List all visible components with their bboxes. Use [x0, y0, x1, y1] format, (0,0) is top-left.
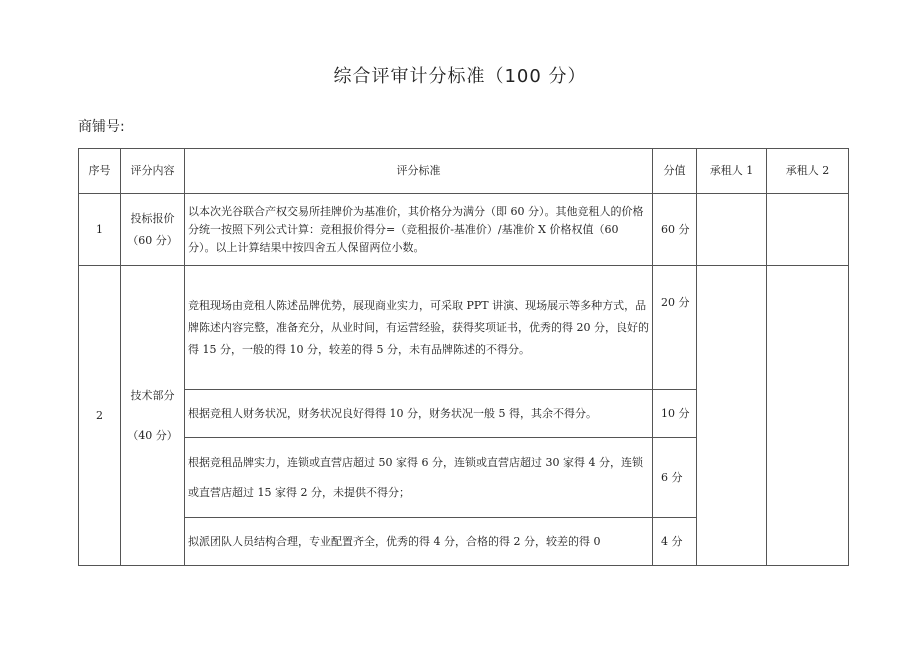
table-row: [79, 194, 849, 266]
row1-score: 60 分: [653, 194, 697, 266]
table-row: [79, 266, 849, 390]
header-content: 评分内容: [121, 149, 185, 194]
row1-criteria: 以本次光谷联合产权交易所挂牌价为基准价，其价格分为满分（即 60 分）。其他竞租人的价格分统一按照下列公式计算：竞租报价得分=（竞租报价-基准价）/基准价 X 价格权值（60 分）。以上计算结果中按四舍五人保留两位小数。: [185, 194, 653, 266]
header-seq: 序号: [79, 149, 121, 194]
row2-sub1-score: 20 分: [653, 266, 697, 390]
document-title: 综合评审计分标准（100 分）: [333, 66, 587, 87]
row2-bidder-1-cell[interactable]: [697, 266, 767, 566]
row2-content-title: 技术部分: [130, 388, 175, 402]
row2-sub1-criteria: 竞租现场由竞租人陈述品牌优势，展现商业实力，可采取 PPT 讲演、现场展示等多种方式，品牌陈述内容完整，准备充分，从业时间，有运营经验，获得奖项证书，优秀的得 20 分，良好的得 15 分，一般的得 10 分，较差的得 5 分，未有品牌陈述的不得分。: [185, 266, 653, 390]
row2-sub4-criteria: 拟派团队人员结构合理，专业配置齐全，优秀的得 4 分，合格的得 2 分，较差的得 0: [185, 518, 653, 566]
row1-content-points: （60 分）: [127, 233, 178, 247]
row2-seq: 2: [79, 266, 121, 566]
row2-content-points: （40 分）: [127, 428, 178, 442]
row2-sub3-score: 6 分: [653, 438, 697, 518]
row2-bidder-2-cell[interactable]: [767, 266, 849, 566]
header-bidder-1: 承租人 1: [697, 149, 767, 194]
row2-sub3-criteria: 根据竞租品牌实力，连锁或直营店超过 50 家得 6 分，连锁或直营店超过 30 家得 4 分，连锁或直营店超过 15 家得 2 分，未提供不得分；: [185, 438, 653, 518]
scoring-table: [78, 148, 849, 566]
row2-content: [121, 266, 185, 566]
row2-sub2-score: 10 分: [653, 390, 697, 438]
row1-bidder-1-cell[interactable]: [697, 194, 767, 266]
header-score: 分值: [653, 149, 697, 194]
row1-bidder-2-cell[interactable]: [767, 194, 849, 266]
row1-content-title: 投标报价: [130, 211, 175, 225]
row1-content: [121, 194, 185, 266]
row1-seq: 1: [79, 194, 121, 266]
header-bidder-2: 承租人 2: [767, 149, 849, 194]
shop-number-label: 商铺号:: [78, 119, 125, 135]
header-criteria: 评分标准: [185, 149, 653, 194]
row2-sub2-criteria: 根据竞租人财务状况，财务状况良好得得 10 分，财务状况一般 5 得，其余不得分。: [185, 390, 653, 438]
row2-sub4-score: 4 分: [653, 518, 697, 566]
table-header-row: [79, 149, 849, 194]
